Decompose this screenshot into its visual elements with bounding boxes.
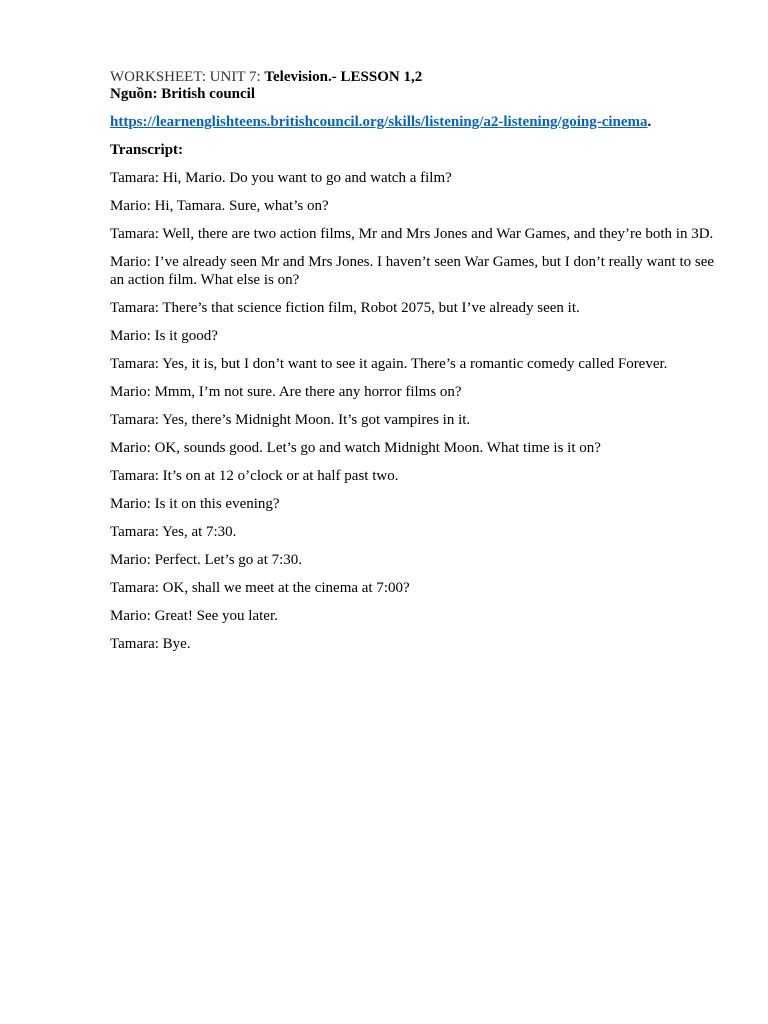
transcript-line: Tamara: OK, shall we meet at the cinema at 7:00? bbox=[110, 580, 410, 596]
transcript-line: Tamara: Hi, Mario. Do you want to go and watch a film? bbox=[110, 170, 452, 186]
transcript-line: Tamara: Yes, at 7:30. bbox=[110, 524, 237, 540]
transcript-line: Mario: Is it on this evening? bbox=[110, 496, 280, 512]
link-line bbox=[110, 114, 720, 131]
transcript-line: Mario: Great! See you later. bbox=[110, 608, 278, 624]
transcript-line: Mario: Mmm, I’m not sure. Are there any horror films on? bbox=[110, 384, 462, 400]
worksheet-title bbox=[110, 68, 720, 86]
transcript-line: Tamara: Yes, it is, but I don’t want to see it again. There’s a romantic comedy called Forever. bbox=[110, 356, 668, 372]
transcript-line: Tamara: Well, there are two action films, Mr and Mrs Jones and War Games, and they’re both in 3D. bbox=[110, 226, 714, 242]
link-suffix: . bbox=[647, 114, 652, 130]
source-link[interactable]: https://learnenglishteens.britishcouncil.org/skills/listening/a2-listening/going-cinema bbox=[110, 114, 648, 130]
transcript-line: Mario: Is it good? bbox=[110, 328, 218, 344]
document-page bbox=[110, 68, 720, 663]
transcript-heading: Transcript: bbox=[110, 142, 184, 158]
transcript-line: Tamara: It’s on at 12 o’clock or at half past two. bbox=[110, 468, 399, 484]
transcript-line: Tamara: Bye. bbox=[110, 636, 191, 652]
worksheet-title-lesson: Television.- LESSON 1,2 bbox=[264, 69, 423, 85]
transcript-line: Mario: Perfect. Let’s go at 7:30. bbox=[110, 552, 303, 568]
transcript-line: Mario: OK, sounds good. Let’s go and watch Midnight Moon. What time is it on? bbox=[110, 440, 601, 456]
source-line: Nguồn: British council bbox=[110, 86, 256, 102]
transcript-line: Tamara: There’s that science fiction film, Robot 2075, but I’ve already seen it. bbox=[110, 300, 580, 316]
transcript-line: Tamara: Yes, there’s Midnight Moon. It’s got vampires in it. bbox=[110, 412, 471, 428]
transcript-line: Mario: Hi, Tamara. Sure, what’s on? bbox=[110, 198, 329, 214]
transcript-line: Mario: I’ve already seen Mr and Mrs Jones. I haven’t seen War Games, but I don’t really want to see an action film. What else is on? bbox=[110, 254, 715, 288]
worksheet-title-prefix: WORKSHEET: UNIT 7: bbox=[110, 69, 265, 85]
